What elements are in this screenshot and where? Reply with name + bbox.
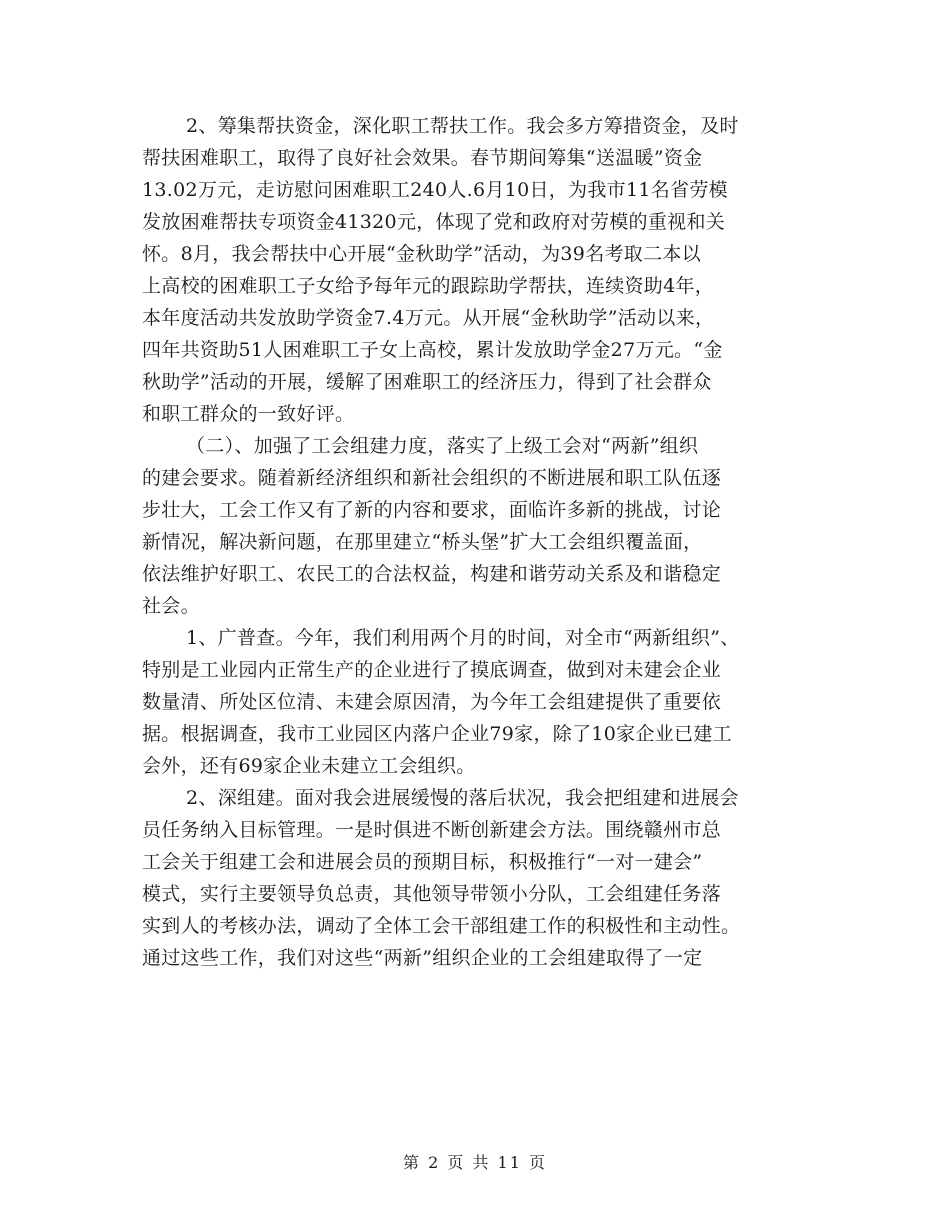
paragraph-survey <box>142 622 822 782</box>
text-line: 通过这些工作，我们对这些“两新”组织企业的工会组建取得了一定 <box>142 947 703 969</box>
text-line: 2、筹集帮扶资金，深化职工帮扶工作。我会多方筹措资金，及时 <box>186 115 739 137</box>
paragraph-deep-organizing <box>142 782 822 974</box>
text-line: 13.02万元，走访慰问困难职工240人.6月10日，为我市11名省劳模 <box>142 179 728 201</box>
text-line: 会外，还有69家企业未建立工会组织。 <box>142 755 476 777</box>
text-line: 本年度活动共发放助学资金7.4万元。从开展“金秋助学”活动以来， <box>142 307 715 329</box>
text-line: （二）、加强了工会组建力度，落实了上级工会对“两新”组织 <box>186 435 699 457</box>
text-line: 实到人的考核办法，调动了全体工会干部组建工作的积极性和主动性。 <box>142 915 741 937</box>
text-line: 四年共资助51人困难职工子女上高校，累计发放助学金27万元。“金 <box>142 339 723 361</box>
text-line: 依法维护好职工、农民工的合法权益，构建和谐劳动关系及和谐稳定 <box>142 563 722 585</box>
text-line: 工会关于组建工会和进展会员的预期目标，积极推行“一对一建会” <box>142 851 703 873</box>
text-line: 2、深组建。面对我会进展缓慢的落后状况，我会把组建和进展会 <box>186 787 739 809</box>
paragraph-union-building <box>142 430 822 622</box>
text-line: 秋助学”活动的开展，缓解了困难职工的经济压力，得到了社会群众 <box>142 371 712 393</box>
text-line: 员任务纳入目标管理。一是时俱进不断创新建会方法。围绕赣州市总 <box>142 819 722 841</box>
text-line: 和职工群众的一致好评。 <box>142 403 355 425</box>
text-line: 帮扶困难职工，取得了良好社会效果。春节期间筹集“送温暖”资金 <box>142 147 703 169</box>
text-line: 发放困难帮扶专项资金41320元，体现了党和政府对劳模的重视和关 <box>142 211 726 233</box>
text-line: 的建会要求。随着新经济组织和新社会组织的不断进展和职工队伍逐 <box>142 467 722 489</box>
text-line: 数量清、所处区位清、未建会原因清，为今年工会组建提供了重要依 <box>142 691 722 713</box>
text-line: 特别是工业园内正常生产的企业进行了摸底调查，做到对未建会企业 <box>142 659 722 681</box>
paragraph-funding-assistance <box>142 110 822 430</box>
text-line: 据。根据调查，我市工业园区内落户企业79家，除了10家企业已建工 <box>142 723 732 745</box>
text-line: 社会。 <box>142 595 200 617</box>
text-line: 新情况，解决新问题，在那里建立“桥头堡”扩大工会组织覆盖面， <box>142 531 703 553</box>
text-line: 怀。8月，我会帮扶中心开展“金秋助学”活动，为39名考取二本以 <box>142 243 701 265</box>
text-line: 步壮大，工会工作又有了新的内容和要求，面临许多新的挑战，讨论 <box>142 499 722 521</box>
text-line: 模式，实行主要领导负总责，其他领导带领小分队，工会组建任务落 <box>142 883 722 905</box>
document-body <box>142 110 822 974</box>
text-line: 上高校的困难职工子女给予每年元的跟踪助学帮扶，连续资助4年， <box>142 275 715 297</box>
text-line: 1、广普查。今年，我们利用两个月的时间，对全市“两新组织”、 <box>186 627 740 649</box>
page-number-footer: 第 2 页 共 11 页 <box>403 1153 547 1172</box>
